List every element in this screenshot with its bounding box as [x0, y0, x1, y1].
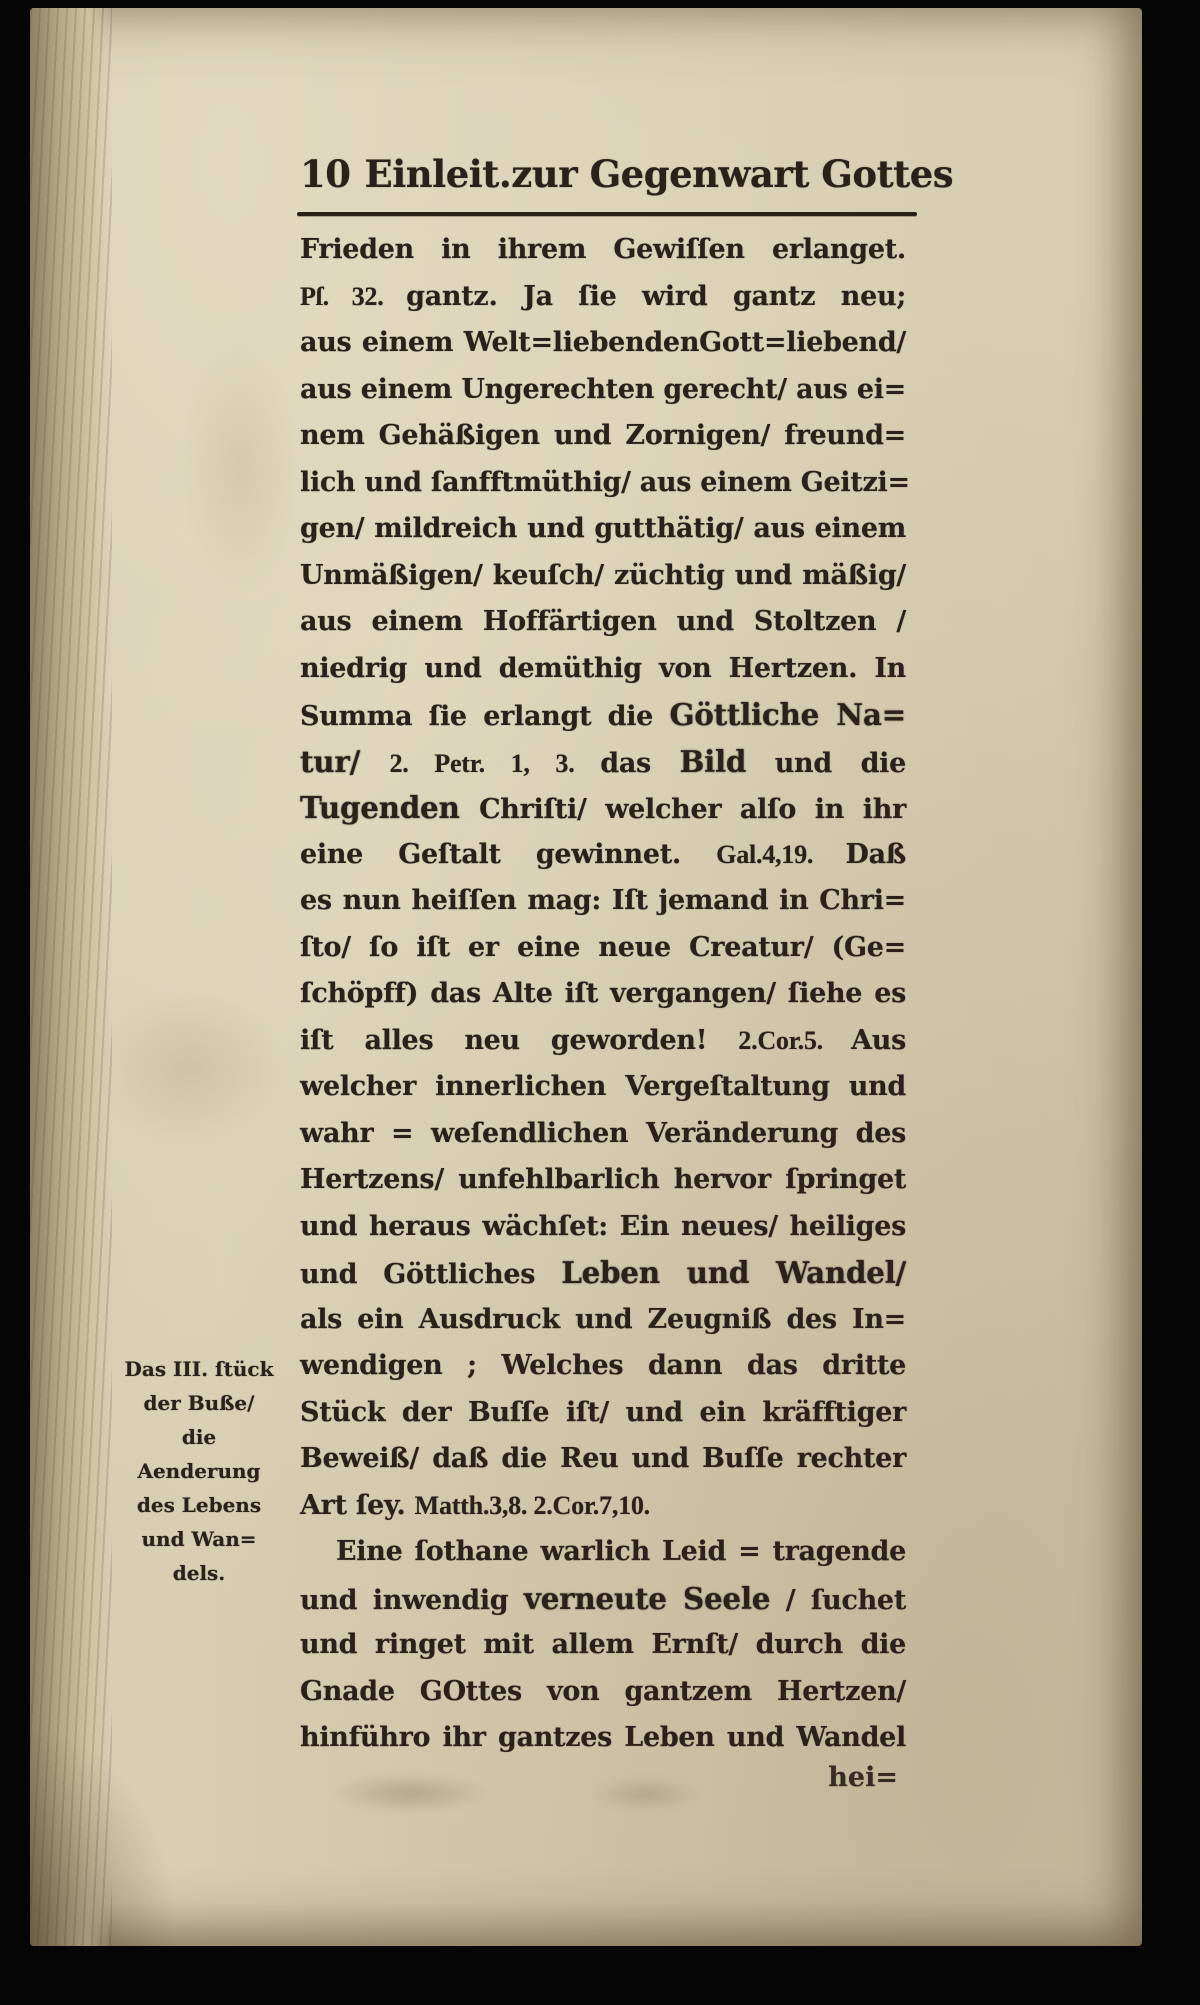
body-text-segment: / ſuchet [770, 1584, 906, 1616]
body-line [300, 599, 906, 646]
body-line [300, 553, 906, 600]
running-header [300, 152, 954, 196]
margin-note [103, 1352, 295, 1590]
body-text-segment: es nun heiſſen mag: Iſt jemand in Chri= [300, 885, 906, 916]
body-line [300, 1669, 906, 1716]
body-text-segment: gen/ mildreich und gutthätig/ aus einem [300, 513, 906, 544]
body-text [300, 227, 910, 1762]
body-text-segment: Hertzens/ unfehlbarlich hervor ſpringet [300, 1164, 906, 1195]
body-text-segment: iſt alles neu geworden! [300, 1024, 739, 1056]
body-text-segment: und ringet mit allem Ernſt/ durch die [300, 1629, 906, 1660]
body-text-segment: aus einem Welt=liebendenGott=liebend/ [300, 327, 906, 358]
body-line [300, 1483, 906, 1530]
paper-stain [90, 988, 290, 1148]
body-line [300, 506, 906, 553]
body-text-segment: Daß [845, 838, 906, 870]
body-line [300, 739, 906, 786]
body-text-segment: Chriſti/ welcher alſo in ihr [479, 794, 906, 825]
body-text-segment: das [600, 747, 680, 779]
body-text-segment: ſchöpff) das Alte iſt vergangen/ ſiehe es [300, 978, 906, 1009]
margin-note-line: Das III. ſtück [124, 1357, 274, 1381]
body-text-segment: wendigen ; Welches dann das dritte [300, 1350, 906, 1381]
body-line [300, 1622, 906, 1669]
body-line [300, 1715, 906, 1762]
emphasized-text: verneute Seele [523, 1580, 771, 1616]
paper-stain [180, 338, 300, 598]
body-text-segment: niedrig und demüthig von Hertzen. In [300, 652, 906, 684]
margin-note-line: dels. [172, 1561, 226, 1585]
margin-note-line: der Buße/ [143, 1391, 255, 1415]
scripture-reference: Gal.4,19. [716, 839, 846, 869]
body-text-segment: und die [746, 747, 906, 779]
body-line [300, 367, 906, 414]
body-text-segment: als ein Ausdruck und Zeugniß des In= [300, 1303, 906, 1335]
body-text-segment: Art ſey. [300, 1489, 415, 1521]
scripture-reference: Pſ. 32. [300, 281, 407, 311]
body-line [300, 1018, 906, 1065]
body-line [300, 925, 906, 972]
body-line [300, 1529, 906, 1576]
body-text-segment: Gnade GOttes von gantzem Hertzen/ [300, 1675, 906, 1707]
body-line [300, 1343, 906, 1390]
body-line [300, 320, 906, 367]
page-number: 10 [300, 152, 351, 196]
catchword: hei= [828, 1762, 898, 1793]
body-line [300, 1064, 906, 1111]
body-line [300, 274, 906, 321]
body-text-segment: wahr = weſendlichen Veränderung des [300, 1117, 906, 1149]
body-text-segment: gantz. Ja ſie wird gantz neu; [406, 280, 906, 312]
book-fore-edge [30, 8, 112, 1946]
body-text-segment: und Göttliches [300, 1259, 562, 1290]
body-text-segment: hinführo ihr gantzes Leben und Wandel [300, 1722, 906, 1753]
margin-note-line: Aenderung [137, 1459, 261, 1483]
body-line [300, 1576, 906, 1623]
body-text-segment: Eine ſothane warlich Leid = tragende [336, 1536, 906, 1567]
emphasized-text: tur/ [300, 743, 390, 779]
body-line [300, 1250, 906, 1297]
body-text-segment: Aus [851, 1024, 906, 1056]
emphasized-text: Göttliche Na= [669, 697, 906, 732]
scripture-reference: 2. Petr. 1, 3. [389, 748, 601, 778]
margin-note-line: und Wan= [141, 1527, 257, 1551]
body-line [300, 971, 906, 1018]
body-text-segment: lich und ſanfftmüthig/ aus einem Geitzi= [300, 466, 910, 498]
body-line [300, 1157, 906, 1204]
scripture-reference: Matth.3,8. 2.Cor.7,10. [414, 1490, 650, 1520]
emphasized-text: Leben und Wandel/ [561, 1255, 906, 1290]
body-text-segment: und inwendig [300, 1584, 524, 1616]
body-line [300, 413, 906, 460]
body-text-segment: Unmäßigen/ keuſch/ züchtig und mäßig/ [300, 559, 906, 591]
body-text-segment: aus einem Ungerechten gerecht/ aus ei= [300, 373, 906, 405]
body-line [300, 1111, 906, 1158]
body-line [300, 878, 906, 925]
emphasized-text: Bild [679, 743, 747, 779]
body-text-segment: eine Geſtalt gewinnet. [300, 838, 717, 870]
body-text-segment: ſto/ ſo iſt er eine neue Creatur/ (Ge= [300, 931, 906, 963]
running-header-title: Einleit.zur Gegenwart Gottes [364, 152, 954, 196]
body-line [300, 1436, 906, 1483]
emphasized-text: Tugenden [300, 790, 480, 825]
body-text-segment: Stück der Buſſe iſt/ und ein kräfftiger [300, 1396, 906, 1428]
body-text-segment: aus einem Hoffärtigen und Stoltzen / [300, 606, 906, 637]
body-text-segment: und heraus wächſet: Ein neues/ heiliges [300, 1210, 906, 1242]
body-line [300, 646, 906, 693]
body-line [300, 832, 906, 879]
body-text-segment: nem Gehäßigen und Zornigen/ freund= [300, 420, 906, 451]
body-line [300, 227, 906, 274]
body-text-segment: Beweiß/ daß die Reu und Buſſe rechter [300, 1443, 906, 1474]
scripture-reference: 2.Cor.5. [738, 1025, 852, 1055]
margin-note-line: des Lebens [136, 1493, 262, 1517]
book-fore-edge-corner [30, 1726, 180, 1946]
body-text-segment: Frieden in ihrem Gewiſſen erlanget. [300, 234, 906, 265]
body-text-segment: Summa ſie erlangt die [300, 701, 670, 732]
body-line [300, 785, 906, 832]
margin-note-line: die [181, 1425, 217, 1449]
body-line [300, 1297, 906, 1344]
body-line [300, 460, 910, 507]
body-text-segment: welcher innerlichen Vergeſtaltung und [300, 1071, 906, 1102]
body-line [300, 692, 906, 739]
body-line [300, 1390, 906, 1437]
header-rule [297, 212, 917, 216]
body-line [300, 1204, 906, 1251]
